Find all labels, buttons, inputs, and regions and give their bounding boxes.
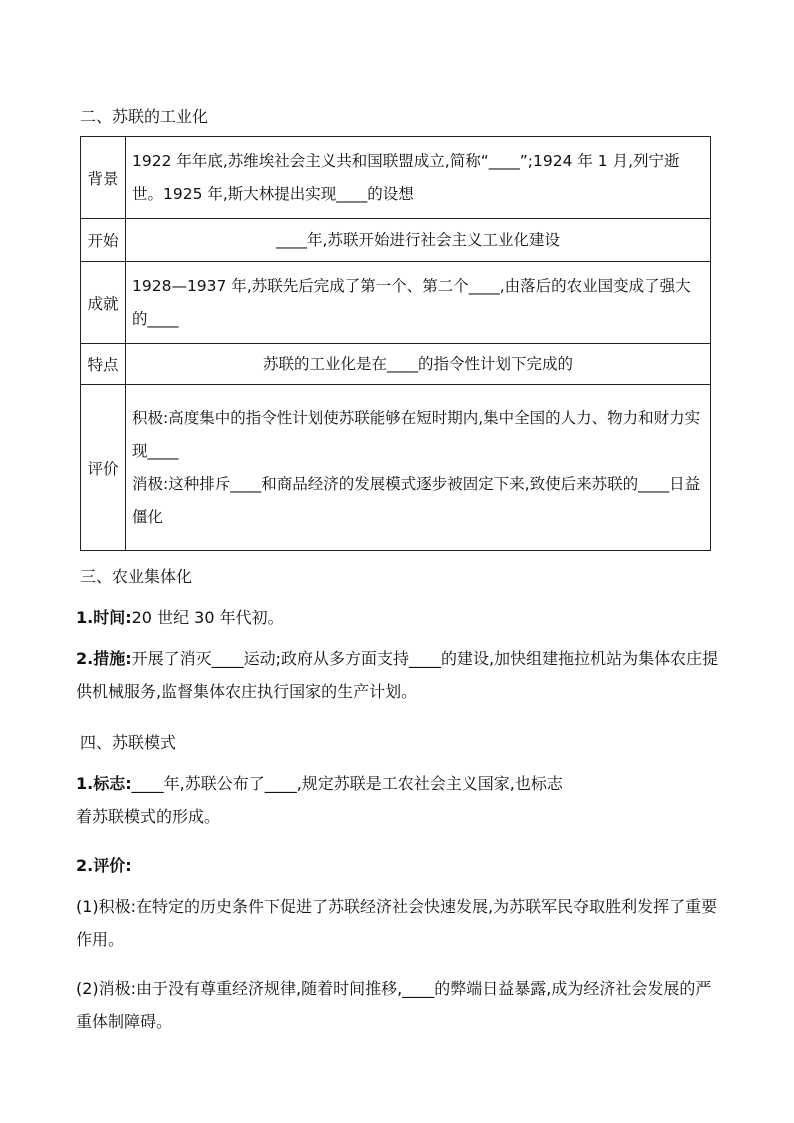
time-text: 20 世纪 30 年代初。 bbox=[131, 608, 284, 627]
row-content: 苏联的工业化是在____的指令性计划下完成的 bbox=[126, 344, 711, 385]
row-label: 成就 bbox=[81, 262, 126, 344]
table-row bbox=[81, 344, 711, 385]
section-heading-soviet-model: 四、苏联模式 bbox=[80, 733, 177, 752]
evaluation-negative-paragraph: (2)消极:由于没有尊重经济规律,随着时间推移,____的弊端日益暴露,成为经济社会发展的严重体制障碍。 bbox=[76, 979, 712, 1031]
table-row bbox=[81, 137, 711, 219]
table-row bbox=[81, 385, 711, 551]
measure-text: 开展了消灭____运动;政府从多方面支持____的建设,加快组建拖拉机站为集体农庄提供机械服务,监督集体农庄执行国家的生产计划。 bbox=[76, 649, 719, 701]
section-heading-industrialization: 二、苏联的工业化 bbox=[80, 107, 209, 126]
row-content: ____年,苏联开始进行社会主义工业化建设 bbox=[126, 219, 711, 262]
table-row bbox=[81, 219, 711, 262]
sign-text-line1: ____年,苏联公布了____,规定苏联是工农社会主义国家,也标志 bbox=[131, 774, 563, 793]
measure-paragraph bbox=[76, 642, 721, 708]
row-label: 评价 bbox=[81, 385, 126, 551]
industrialization-table bbox=[80, 136, 711, 551]
evaluation-positive-paragraph: (1)积极:在特定的历史条件下促进了苏联经济社会快速发展,为苏联军民夺取胜利发挥了重要作用。 bbox=[76, 897, 718, 949]
measure-label: 2.措施: bbox=[76, 649, 132, 668]
row-content: 1922 年年底,苏维埃社会主义共和国联盟成立,简称“____”;1924 年 1 月,列宁逝世。1925 年,斯大林提出实现____的设想 bbox=[126, 137, 711, 219]
time-label: 1.时间: bbox=[76, 608, 132, 627]
table-row bbox=[81, 262, 711, 344]
row-content bbox=[126, 385, 711, 551]
evaluation-label: 2.评价: bbox=[76, 856, 132, 875]
row-label: 特点 bbox=[81, 344, 126, 385]
row-label: 开始 bbox=[81, 219, 126, 262]
row-label: 背景 bbox=[81, 137, 126, 219]
sign-text-line2: 着苏联模式的形成。 bbox=[76, 807, 221, 826]
sign-paragraph bbox=[76, 767, 721, 833]
evaluation-label-paragraph bbox=[76, 849, 721, 882]
time-paragraph bbox=[76, 601, 721, 634]
section-heading-collectivization: 三、农业集体化 bbox=[80, 567, 193, 586]
evaluation-positive: 积极:高度集中的指令性计划使苏联能够在短时期内,集中全国的人力、物力和财力实现____ bbox=[132, 408, 701, 460]
sign-label: 1.标志: bbox=[76, 774, 132, 793]
evaluation-negative: 消极:这种排斥____和商品经济的发展模式逐步被固定下来,致使后来苏联的____日益僵化 bbox=[132, 474, 701, 526]
row-content: 1928—1937 年,苏联先后完成了第一个、第二个____,由落后的农业国变成了强大的____ bbox=[126, 262, 711, 344]
